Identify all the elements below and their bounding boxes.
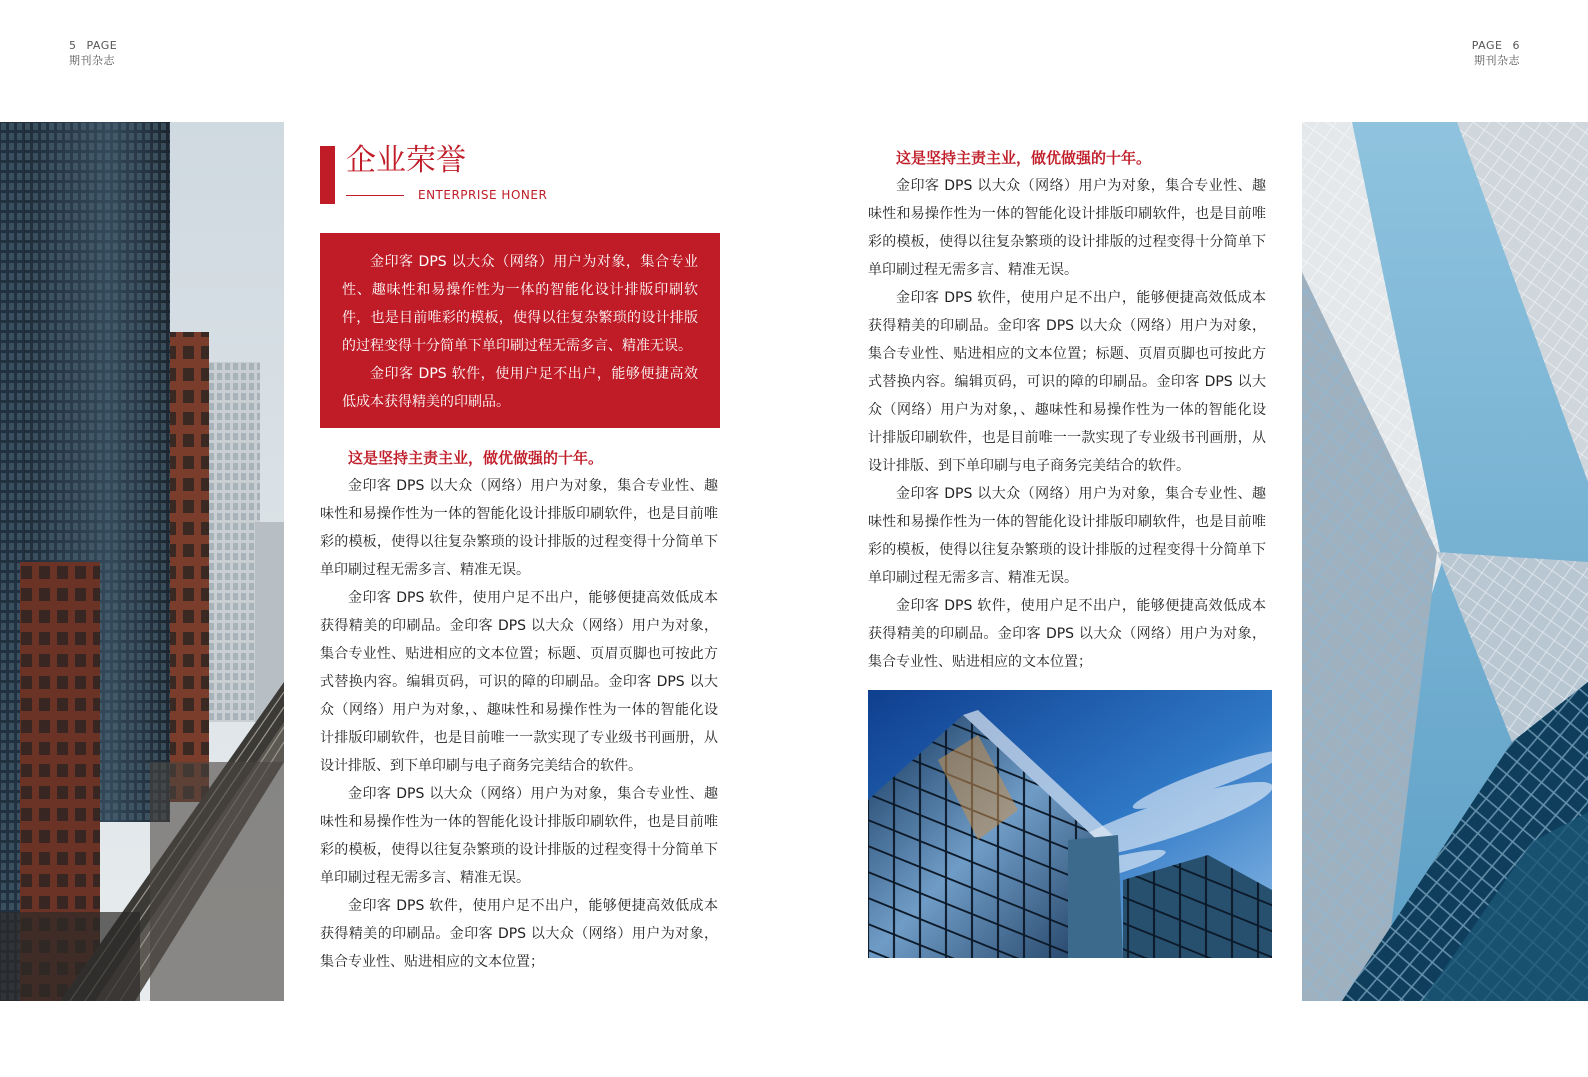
city-photo-left — [0, 122, 284, 1001]
right-text-column — [868, 144, 1266, 676]
page-number: 6 — [1512, 39, 1520, 52]
body-paragraph: 金印客 DPS 以大众（网络）用户为对象，集合专业性、趣味性和易操作性为一体的智能化设计排版印刷软件，也是目前唯彩的模板，使得以往复杂繁琐的设计排版的过程变得十分简单下单印刷过程无需多言、精准无误。 — [868, 486, 1266, 586]
page-number: 5 — [69, 39, 77, 52]
page-header-left — [69, 38, 117, 68]
glass-building-photo — [868, 690, 1272, 958]
body-paragraph: 金印客 DPS 软件，使用户足不出户，能够便捷高效低成本获得精美的印刷品。金印客 DPS 以大众（网络）用户为对象，集合专业性、贴进相应的文本位置； — [320, 898, 718, 970]
section-title: 企业荣誉 — [346, 143, 466, 178]
body-paragraph: 金印客 DPS 软件，使用户足不出户，能够便捷高效低成本获得精美的印刷品。金印客 DPS 以大众（网络）用户为对象，集合专业性、贴进相应的文本位置； — [868, 598, 1266, 670]
body-paragraph: 金印客 DPS 以大众（网络）用户为对象，集合专业性、趣味性和易操作性为一体的智能化设计排版印刷软件，也是目前唯彩的模板，使得以往复杂繁琐的设计排版的过程变得十分简单下单印刷过程无需多言、精准无误。 — [320, 786, 718, 886]
magazine-name: 期刊杂志 — [69, 54, 115, 67]
title-accent-bar — [320, 146, 335, 204]
column-heading: 这是坚持主责主业，做优做强的十年。 — [896, 149, 1152, 167]
skyscraper-photo-right — [1302, 122, 1588, 1001]
column-heading: 这是坚持主责主业，做优做强的十年。 — [348, 449, 604, 467]
highlight-paragraph: 金印客 DPS 软件，使用户足不出户，能够便捷高效低成本获得精美的印刷品。 — [342, 366, 698, 410]
highlight-box — [320, 233, 720, 428]
left-text-column — [320, 444, 718, 976]
body-paragraph: 金印客 DPS 软件，使用户足不出户，能够便捷高效低成本获得精美的印刷品。金印客 DPS 以大众（网络）用户为对象，集合专业性、贴进相应的文本位置；标题、页眉页脚也可按此方式替换内容。编辑页码，可识的障的印刷品。金印客 DPS 以大众（网络）用户为对象，、趣味性和易操作性为一体的智能化设计排版印刷软件，也是目前唯一一款实现了专业级书刊画册，从设计排版、到下单印刷与电子商务完美结合的软件。 — [320, 590, 718, 774]
page-label: PAGE — [86, 39, 118, 52]
body-paragraph: 金印客 DPS 以大众（网络）用户为对象，集合专业性、趣味性和易操作性为一体的智能化设计排版印刷软件，也是目前唯彩的模板，使得以往复杂繁琐的设计排版的过程变得十分简单下单印刷过程无需多言、精准无误。 — [320, 478, 718, 578]
page-label: PAGE — [1471, 39, 1503, 52]
body-paragraph: 金印客 DPS 软件，使用户足不出户，能够便捷高效低成本获得精美的印刷品。金印客 DPS 以大众（网络）用户为对象，集合专业性、贴进相应的文本位置；标题、页眉页脚也可按此方式替换内容。编辑页码，可识的障的印刷品。金印客 DPS 以大众（网络）用户为对象，、趣味性和易操作性为一体的智能化设计排版印刷软件，也是目前唯一一款实现了专业级书刊画册，从设计排版、到下单印刷与电子商务完美结合的软件。 — [868, 290, 1266, 474]
title-divider — [346, 195, 404, 196]
body-paragraph: 金印客 DPS 以大众（网络）用户为对象，集合专业性、趣味性和易操作性为一体的智能化设计排版印刷软件，也是目前唯彩的模板，使得以往复杂繁琐的设计排版的过程变得十分简单下单印刷过程无需多言、精准无误。 — [868, 178, 1266, 278]
page-header-right — [1472, 38, 1520, 68]
section-subtitle: ENTERPRISE HONER — [418, 188, 548, 202]
highlight-paragraph: 金印客 DPS 以大众（网络）用户为对象，集合专业性、趣味性和易操作性为一体的智能化设计排版印刷软件，也是目前唯彩的模板，使得以往复杂繁琐的设计排版的过程变得十分简单下单印刷过程无需多言、精准无误。 — [342, 254, 698, 354]
magazine-name: 期刊杂志 — [1474, 54, 1520, 67]
